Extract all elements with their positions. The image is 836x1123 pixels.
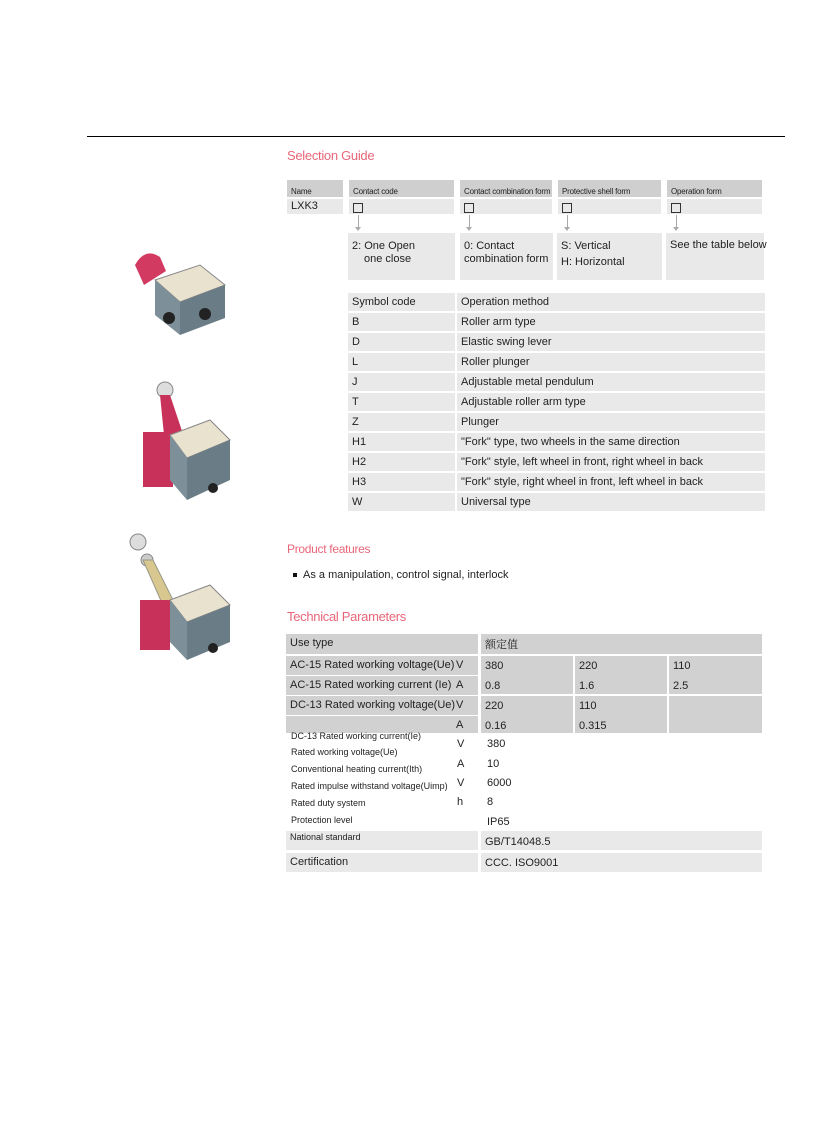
param-unit: h [457,796,464,808]
product-photo-1 [125,240,230,340]
value-col-3-ac: 110 2.5 [669,656,762,694]
table-row-method: "Fork" style, left wheel in front, right wheel in back [457,453,765,471]
table-row-code: L [348,353,455,371]
operation-form-box[interactable] [667,199,762,214]
value-col-3-dc [669,696,762,733]
product-photo-3 [125,530,235,665]
product-features-heading: Product features [287,542,371,556]
name-value: LXK3 [287,199,343,214]
header-contact-code: Contact code [349,180,454,197]
header-protective-shell: Protective shell form [558,180,661,197]
option-line2: one close [364,253,412,265]
feature-item [293,569,508,581]
value-col-2-ac: 220 1.6 [575,656,667,694]
certification-label: Certification [286,853,478,872]
table-row-code: H3 [348,473,455,491]
option-operation-form [666,233,767,280]
table-row-code: B [348,313,455,331]
param-label: Conventional heating current(Ith) [291,764,423,774]
table-row-method: Universal type [457,493,765,511]
column-header-symbol: Symbol code [348,293,455,311]
checkbox-icon [464,203,474,213]
table-row-method: Adjustable metal pendulum [457,373,765,391]
contact-code-box[interactable] [349,199,454,214]
option-line2: combination form [464,253,549,265]
table-row-code: D [348,333,455,351]
arrow-down-icon [567,215,568,228]
value-col-2-dc: 110 0.315 [575,696,667,733]
option-line2: H: Horizontal [561,256,625,268]
param-unit: V [457,777,465,789]
param-unit: V [456,699,464,711]
product-photo-2 [125,380,235,505]
param-label: Rated duty system [291,798,366,808]
table-row-method: Adjustable roller arm type [457,393,765,411]
param-label: AC-15 Rated working current (Ie) A [286,676,478,695]
option-contact-code [348,233,455,280]
param-label: AC-15 Rated working voltage(Ue) V [286,656,478,675]
table-row-code: Z [348,413,455,431]
checkbox-icon [353,203,363,213]
arrow-down-icon [358,215,359,228]
param-unit: V [456,659,464,671]
table-row-method: "Fork" style, right wheel in front, left wheel in back [457,473,765,491]
feature-text: As a manipulation, control signal, interlock [303,569,509,581]
option-line1: 0: Contact [464,240,515,252]
param-unit: A [456,719,464,731]
option-line1: S: Vertical [561,240,611,252]
checkbox-icon [562,203,572,213]
table-row-method: Roller plunger [457,353,765,371]
selection-guide-heading: Selection Guide [287,148,375,163]
top-divider [87,136,785,137]
table-row-code: H1 [348,433,455,451]
param-value: 380 [487,738,506,750]
header-name: Name [287,180,343,197]
checkbox-icon [671,203,681,213]
option-line1: See the table below [670,239,767,251]
param-value: IP65 [487,816,510,828]
header-operation-form: Operation form [667,180,762,197]
table-row-method: "Fork" type, two wheels in the same direction [457,433,765,451]
table-row-method: Roller arm type [457,313,765,331]
certification-value: CCC. ISO9001 [481,853,762,872]
arrow-down-icon [469,215,470,228]
table-row-method: Plunger [457,413,765,431]
column-header-method: Operation method [457,293,765,311]
technical-parameters-heading: Technical Parameters [287,609,406,624]
table-row-code: W [348,493,455,511]
header-use-type: Use type [286,634,478,654]
param-value: 10 [487,758,500,770]
value-col-1-ac: 380 0.8 [481,656,573,694]
table-row-code: T [348,393,455,411]
param-label: Rated impulse withstand voltage(Uimp) [291,781,448,791]
param-label: Rated working voltage(Ue) [291,747,398,757]
param-value: 6000 [487,777,512,789]
option-protective-shell [557,233,662,280]
national-standard-value: GB/T14048.5 [481,831,762,850]
table-row-method: Elastic swing lever [457,333,765,351]
table-row-code: J [348,373,455,391]
national-standard-label: National standard [286,831,478,850]
option-line1: 2: One Open [352,240,415,252]
contact-combination-box[interactable] [460,199,552,214]
param-unit: A [456,679,464,691]
arrow-down-icon [676,215,677,228]
param-label: DC-13 Rated working voltage(Ue) V [286,696,478,715]
value-col-1-dc: 220 0.16 [481,696,573,733]
bullet-icon [293,573,297,577]
header-contact-combination: Contact combination form [460,180,552,197]
param-label: DC-13 Rated working current(Ie) [291,731,422,741]
param-unit: V [457,738,465,750]
header-rated-value: 额定值 [481,634,762,654]
option-contact-combination [460,233,553,280]
param-unit: A [457,758,465,770]
protective-shell-box[interactable] [558,199,661,214]
param-value: 8 [487,796,494,808]
param-label: Protection level [291,815,353,825]
table-row-code: H2 [348,453,455,471]
